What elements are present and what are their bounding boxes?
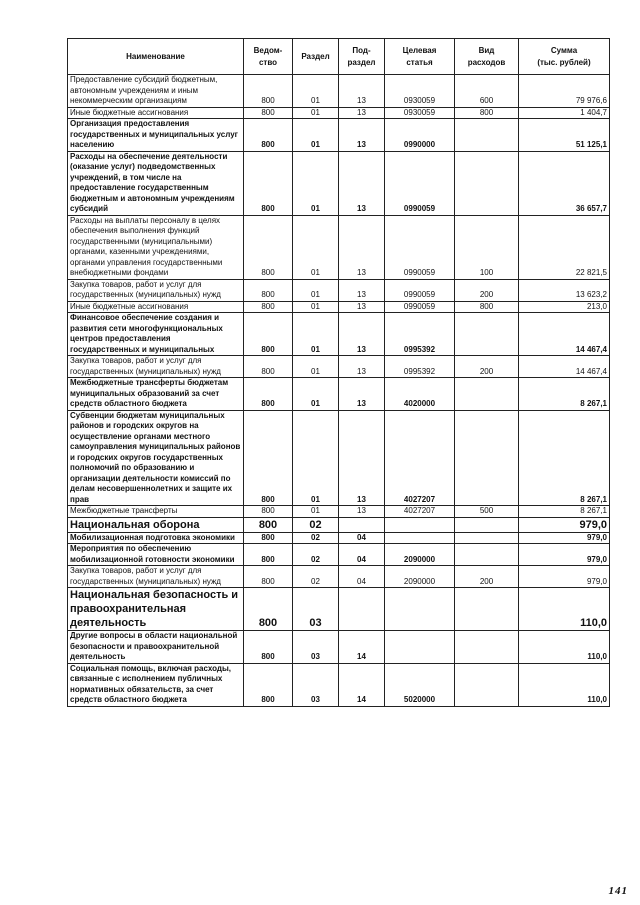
row-section-cell: 01	[293, 506, 339, 518]
row-name-cell: Национальная оборона	[68, 517, 244, 532]
row-name-cell: Иные бюджетные ассигнования	[68, 107, 244, 119]
row-expense-type-cell	[455, 588, 519, 631]
row-name-cell: Мероприятия по обеспечению мобилизационной готовности экономики	[68, 544, 244, 566]
row-target-cell: 0990000	[385, 119, 455, 152]
row-name-cell: Закупка товаров, работ и услуг для государственных (муниципальных) нужд	[68, 356, 244, 378]
row-section-cell: 02	[293, 566, 339, 588]
row-target-cell: 4020000	[385, 378, 455, 411]
row-sum-cell: 979,0	[519, 517, 610, 532]
table-row	[68, 410, 610, 506]
table-row	[68, 356, 610, 378]
page-number: 141	[608, 885, 628, 897]
row-section-cell: 01	[293, 356, 339, 378]
row-sum-cell: 979,0	[519, 532, 610, 544]
row-expense-type-cell	[455, 532, 519, 544]
table-row	[68, 301, 610, 313]
row-name-cell: Предоставление субсидий бюджетным, автономным учреждениям и иным некоммерческим организациям	[68, 75, 244, 108]
table-row	[68, 107, 610, 119]
table-row	[68, 279, 610, 301]
row-dept-cell: 800	[244, 215, 293, 279]
row-section-cell: 01	[293, 378, 339, 411]
row-target-cell	[385, 631, 455, 664]
row-target-cell: 0990059	[385, 279, 455, 301]
row-section-cell: 01	[293, 119, 339, 152]
row-expense-type-cell: 100	[455, 215, 519, 279]
row-section-cell: 03	[293, 631, 339, 664]
row-sum-cell: 110,0	[519, 588, 610, 631]
row-target-cell: 0930059	[385, 107, 455, 119]
row-target-cell: 2090000	[385, 566, 455, 588]
header-target: Целевая статья	[385, 39, 455, 75]
row-section-cell: 03	[293, 588, 339, 631]
table-header	[68, 39, 610, 75]
row-target-cell: 4027207	[385, 506, 455, 518]
row-name-cell: Национальная безопасность и правоохранительная деятельность	[68, 588, 244, 631]
table-row	[68, 215, 610, 279]
row-dept-cell: 800	[244, 119, 293, 152]
row-dept-cell: 800	[244, 107, 293, 119]
row-expense-type-cell	[455, 544, 519, 566]
row-target-cell: 5020000	[385, 663, 455, 706]
row-sum-cell: 8 267,1	[519, 378, 610, 411]
row-section-cell: 01	[293, 279, 339, 301]
row-sum-cell: 110,0	[519, 631, 610, 664]
row-dept-cell: 800	[244, 151, 293, 215]
row-subsection-cell: 04	[339, 532, 385, 544]
row-expense-type-cell: 200	[455, 356, 519, 378]
row-subsection-cell: 04	[339, 566, 385, 588]
row-subsection-cell: 13	[339, 279, 385, 301]
row-sum-cell: 51 125,1	[519, 119, 610, 152]
row-target-cell	[385, 532, 455, 544]
table-row	[68, 378, 610, 411]
row-subsection-cell	[339, 588, 385, 631]
row-target-cell: 0930059	[385, 75, 455, 108]
row-name-cell: Социальная помощь, включая расходы, связанные с исполнением публичных нормативных обязательств, за счет средств областного бюджета	[68, 663, 244, 706]
row-target-cell: 0995392	[385, 356, 455, 378]
row-sum-cell: 8 267,1	[519, 410, 610, 506]
row-sum-cell: 8 267,1	[519, 506, 610, 518]
row-subsection-cell: 14	[339, 663, 385, 706]
table-row	[68, 313, 610, 356]
row-expense-type-cell: 200	[455, 566, 519, 588]
table-row	[68, 588, 610, 631]
row-expense-type-cell	[455, 410, 519, 506]
row-target-cell: 0990059	[385, 151, 455, 215]
row-subsection-cell: 13	[339, 506, 385, 518]
row-expense-type-cell	[455, 378, 519, 411]
header-subsection: Под- раздел	[339, 39, 385, 75]
row-name-cell: Закупка товаров, работ и услуг для государственных (муниципальных) нужд	[68, 279, 244, 301]
row-name-cell: Закупка товаров, работ и услуг для государственных (муниципальных) нужд	[68, 566, 244, 588]
row-expense-type-cell	[455, 313, 519, 356]
row-expense-type-cell: 800	[455, 107, 519, 119]
row-expense-type-cell	[455, 119, 519, 152]
row-section-cell: 02	[293, 517, 339, 532]
row-dept-cell: 800	[244, 517, 293, 532]
row-expense-type-cell	[455, 151, 519, 215]
row-dept-cell: 800	[244, 378, 293, 411]
row-dept-cell: 800	[244, 631, 293, 664]
row-section-cell: 01	[293, 313, 339, 356]
row-target-cell: 0990059	[385, 215, 455, 279]
table-row	[68, 566, 610, 588]
row-dept-cell: 800	[244, 532, 293, 544]
row-sum-cell: 110,0	[519, 663, 610, 706]
row-subsection-cell: 13	[339, 410, 385, 506]
row-subsection-cell: 13	[339, 215, 385, 279]
row-name-cell: Мобилизационная подготовка экономики	[68, 532, 244, 544]
row-section-cell: 01	[293, 215, 339, 279]
header-expense-type: Вид расходов	[455, 39, 519, 75]
row-sum-cell: 213,0	[519, 301, 610, 313]
row-dept-cell: 800	[244, 663, 293, 706]
table-row	[68, 506, 610, 518]
row-name-cell: Расходы на выплаты персоналу в целях обеспечения выполнения функций государственными (муниципальными) органами, казенными учреждениями, органами управления государственными внебюджетными фондами	[68, 215, 244, 279]
table-row	[68, 631, 610, 664]
row-subsection-cell: 13	[339, 119, 385, 152]
header-section: Раздел	[293, 39, 339, 75]
row-dept-cell: 800	[244, 410, 293, 506]
row-section-cell: 02	[293, 544, 339, 566]
row-sum-cell: 22 821,5	[519, 215, 610, 279]
row-expense-type-cell: 600	[455, 75, 519, 108]
row-target-cell	[385, 517, 455, 532]
row-subsection-cell: 13	[339, 356, 385, 378]
table-row	[68, 663, 610, 706]
row-target-cell	[385, 588, 455, 631]
row-expense-type-cell: 500	[455, 506, 519, 518]
row-sum-cell: 36 657,7	[519, 151, 610, 215]
row-target-cell: 0990059	[385, 301, 455, 313]
row-expense-type-cell: 800	[455, 301, 519, 313]
row-dept-cell: 800	[244, 356, 293, 378]
table-row	[68, 119, 610, 152]
row-subsection-cell: 13	[339, 75, 385, 108]
table-row	[68, 532, 610, 544]
row-dept-cell: 800	[244, 588, 293, 631]
row-subsection-cell: 13	[339, 151, 385, 215]
row-name-cell: Расходы на обеспечение деятельности (оказание услуг) подведомственных учреждений, в том числе на предоставление государственным бюджетным и автономным учреждениям субсидий	[68, 151, 244, 215]
row-expense-type-cell	[455, 517, 519, 532]
row-name-cell: Иные бюджетные ассигнования	[68, 301, 244, 313]
row-dept-cell: 800	[244, 313, 293, 356]
row-name-cell: Организация предоставления государственных и муниципальных услуг населению	[68, 119, 244, 152]
row-sum-cell: 13 623,2	[519, 279, 610, 301]
header-sum: Сумма (тыс. рублей)	[519, 39, 610, 75]
row-target-cell: 4027207	[385, 410, 455, 506]
row-sum-cell: 14 467,4	[519, 313, 610, 356]
table-row	[68, 75, 610, 108]
row-section-cell: 02	[293, 532, 339, 544]
row-sum-cell: 79 976,6	[519, 75, 610, 108]
row-dept-cell: 800	[244, 301, 293, 313]
row-sum-cell: 14 467,4	[519, 356, 610, 378]
table-row	[68, 517, 610, 532]
row-dept-cell: 800	[244, 566, 293, 588]
row-section-cell: 01	[293, 75, 339, 108]
row-name-cell: Межбюджетные трансферты бюджетам муниципальных образований за счет средств областного бюджета	[68, 378, 244, 411]
row-subsection-cell: 04	[339, 544, 385, 566]
row-name-cell: Субвенции бюджетам муниципальных районов и городских округов на осуществление органами местного самоуправления муниципальных районов и городских округов государственных полномочий по образованию и организации деятельности комиссий по делам несовершеннолетних и защите их прав	[68, 410, 244, 506]
row-name-cell: Межбюджетные трансферты	[68, 506, 244, 518]
row-subsection-cell: 13	[339, 301, 385, 313]
row-dept-cell: 800	[244, 544, 293, 566]
table-body	[68, 75, 610, 707]
table-row	[68, 151, 610, 215]
row-dept-cell: 800	[244, 506, 293, 518]
row-subsection-cell	[339, 517, 385, 532]
row-section-cell: 01	[293, 410, 339, 506]
table-row	[68, 544, 610, 566]
header-name: Наименование	[68, 39, 244, 75]
row-target-cell: 2090000	[385, 544, 455, 566]
budget-table	[67, 38, 610, 707]
row-section-cell: 01	[293, 107, 339, 119]
row-name-cell: Другие вопросы в области национальной безопасности и правоохранительной деятельность	[68, 631, 244, 664]
row-subsection-cell: 13	[339, 313, 385, 356]
header-dept: Ведом- ство	[244, 39, 293, 75]
row-target-cell: 0995392	[385, 313, 455, 356]
row-expense-type-cell	[455, 663, 519, 706]
row-subsection-cell: 13	[339, 378, 385, 411]
row-subsection-cell: 14	[339, 631, 385, 664]
row-expense-type-cell: 200	[455, 279, 519, 301]
row-expense-type-cell	[455, 631, 519, 664]
row-sum-cell: 979,0	[519, 566, 610, 588]
row-sum-cell: 979,0	[519, 544, 610, 566]
row-subsection-cell: 13	[339, 107, 385, 119]
row-name-cell: Финансовое обеспечение создания и развития сети многофункциональных центров предоставления государственных и муниципальных	[68, 313, 244, 356]
row-section-cell: 01	[293, 301, 339, 313]
row-dept-cell: 800	[244, 75, 293, 108]
row-section-cell: 01	[293, 151, 339, 215]
row-dept-cell: 800	[244, 279, 293, 301]
row-section-cell: 03	[293, 663, 339, 706]
row-sum-cell: 1 404,7	[519, 107, 610, 119]
